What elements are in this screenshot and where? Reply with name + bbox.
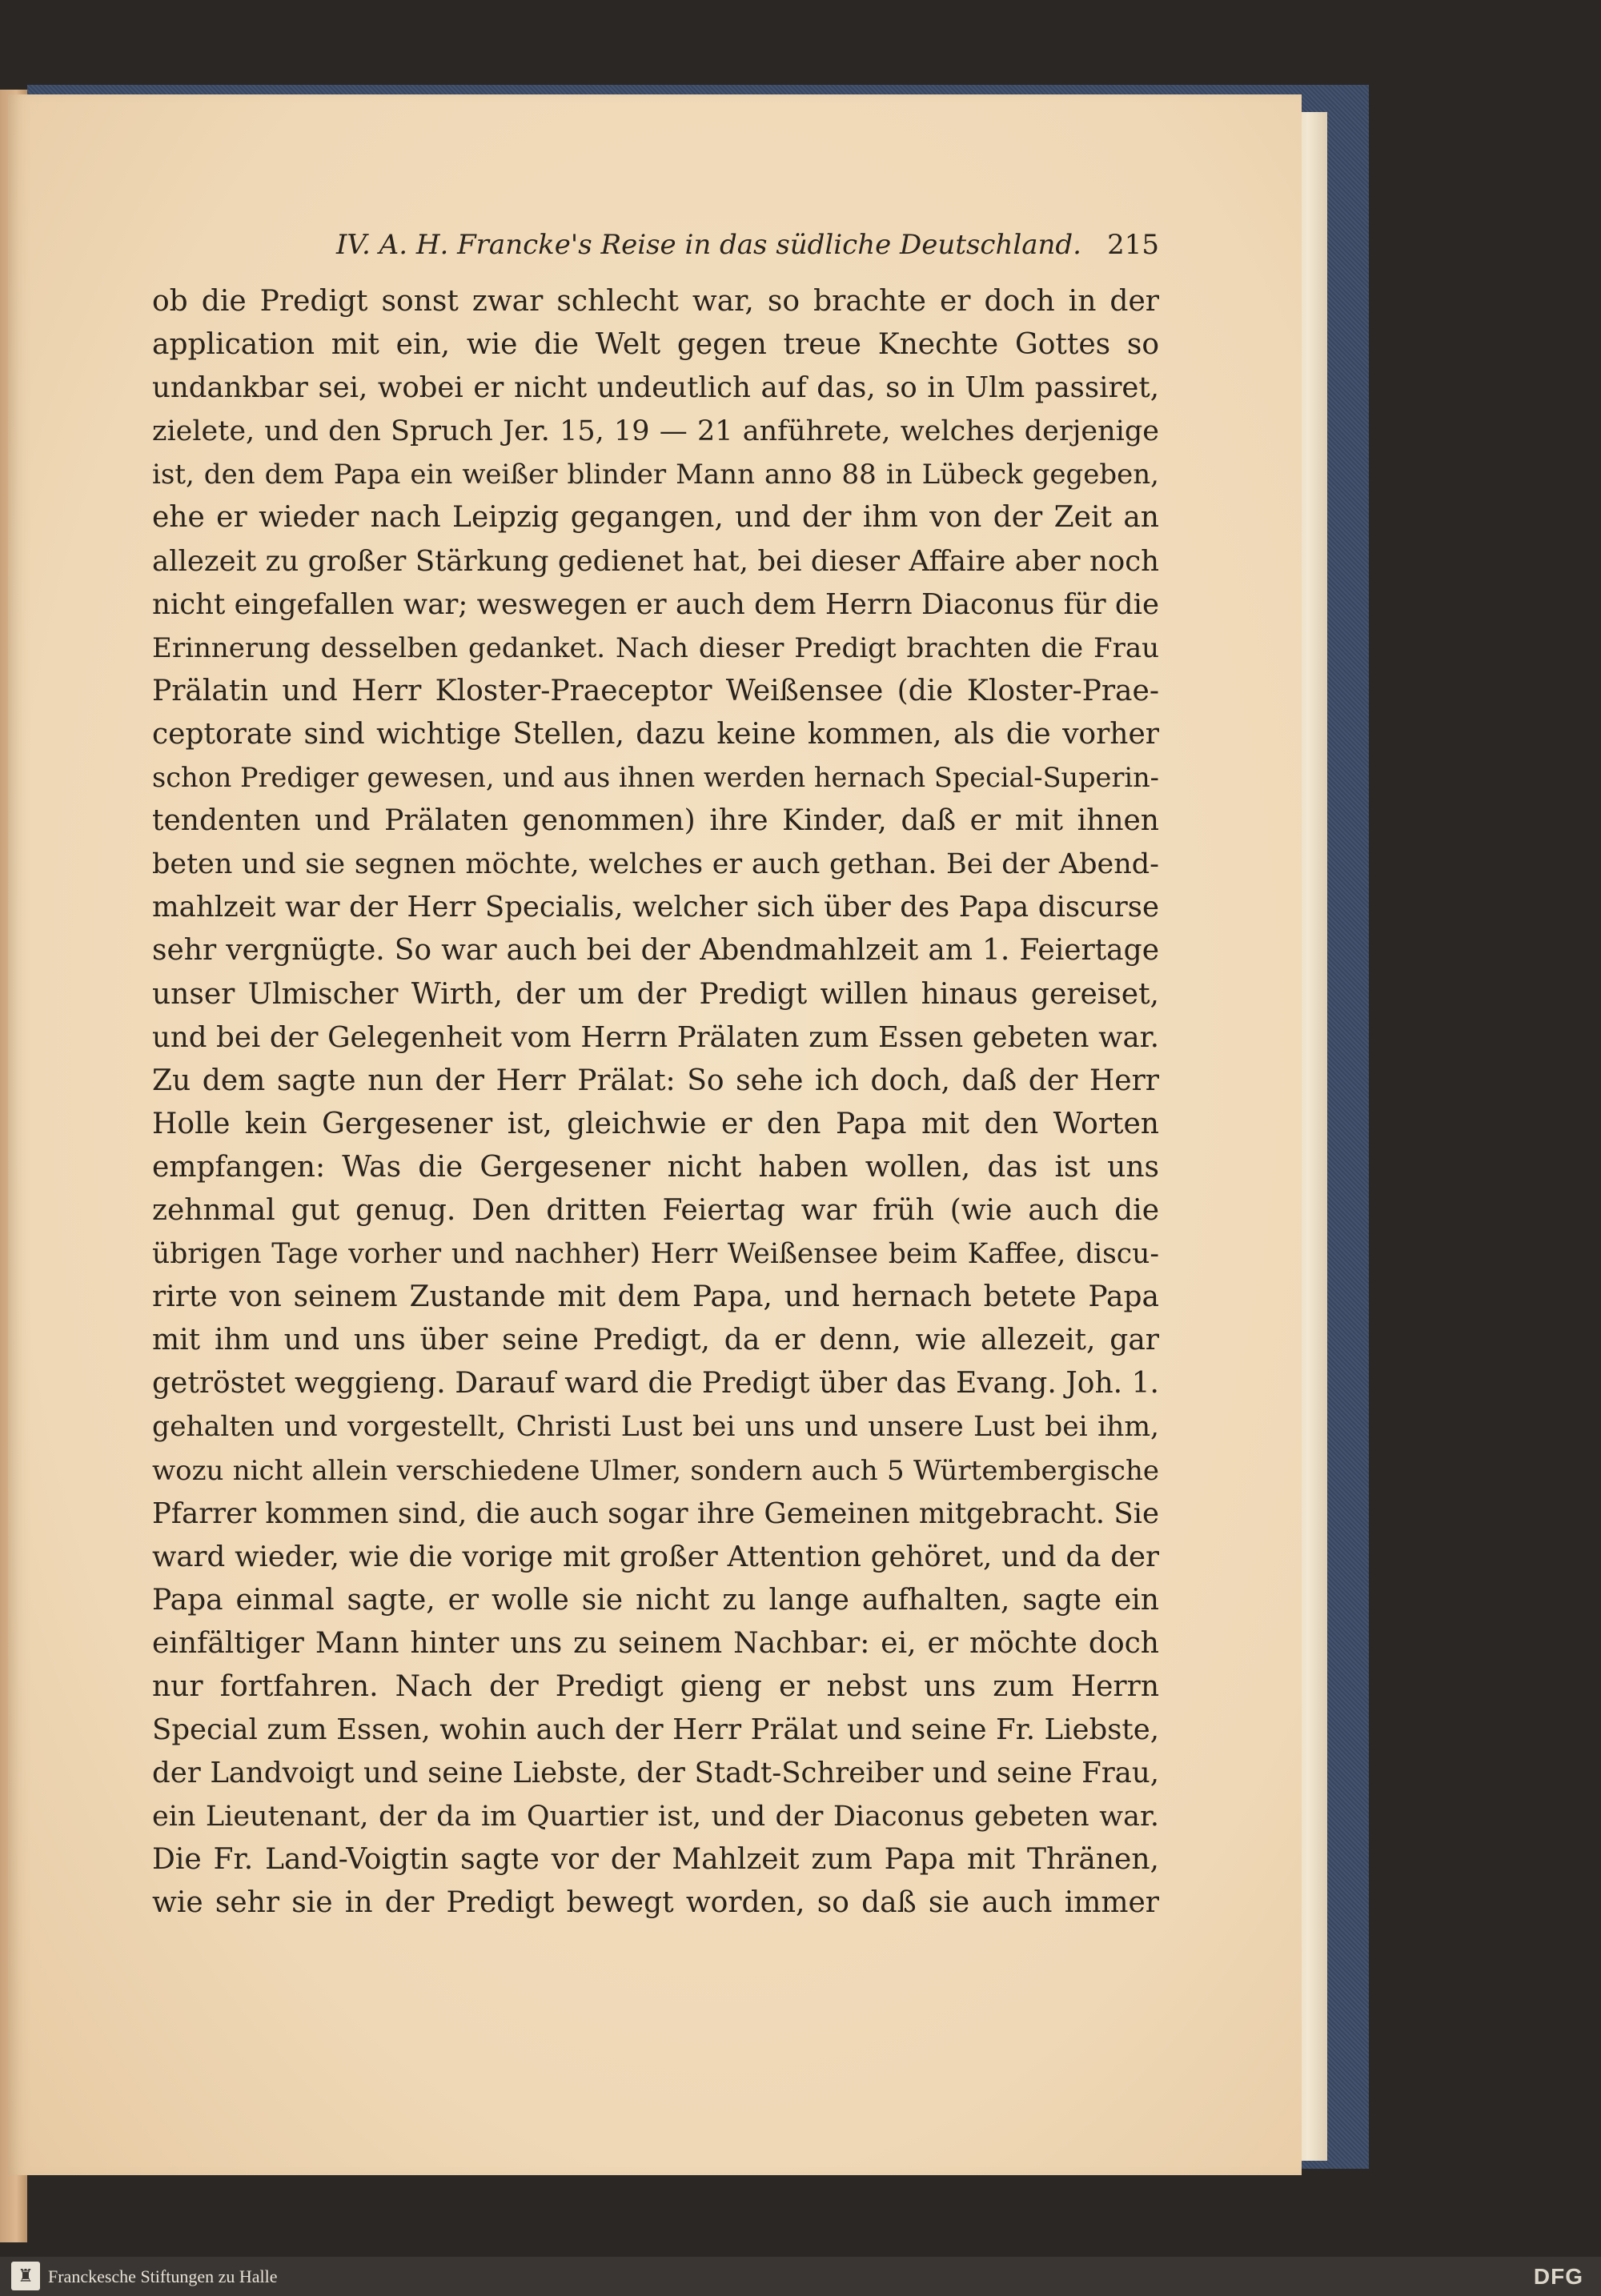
- text-line: nicht eingefallen war; weswegen er auch dem Herrn Diaconus für die: [152, 587, 1159, 621]
- text-line: getröstet weggieng. Darauf ward die Predigt über das Evang. Joh. 1.: [152, 1367, 1159, 1400]
- text-line: ehe er wieder nach Leipzig gegangen, und der ihm von der Zeit an: [152, 501, 1159, 535]
- text-line: Zu dem sagte nun der Herr Prälat: So sehe ich doch, daß der Herr: [152, 1064, 1159, 1097]
- body-text: [152, 280, 1159, 1925]
- text-line: der Landvoigt und seine Liebste, der Stadt-Schreiber und seine Frau,: [152, 1757, 1159, 1790]
- text-line: zielete, und den Spruch Jer. 15, 19 — 21 anführete, welches derjenige: [152, 415, 1159, 448]
- text-line: allezeit zu großer Stärkung gedienet hat, bei dieser Affaire aber noch: [152, 544, 1159, 578]
- text-line: ein Lieutenant, der da im Quartier ist, und der Diaconus gebeten war.: [152, 1801, 1159, 1833]
- text-line: sehr vergnügte. So war auch bei der Abendmahlzeit am 1. Feiertage: [152, 934, 1159, 968]
- text-line: Die Fr. Land-Voigtin sagte vor der Mahlzeit zum Papa mit Thränen,: [152, 1843, 1159, 1877]
- viewer-footer-bar: [0, 2257, 1601, 2296]
- text-line: ward wieder, wie die vorige mit großer Attention gehöret, und da der: [152, 1540, 1159, 1573]
- text-line: Pfarrer kommen sind, die auch sogar ihre Gemeinen mitgebracht. Sie: [152, 1497, 1159, 1530]
- running-head-title: IV. A. H. Francke's Reise in das südliche Deutschland.: [336, 229, 1081, 261]
- book-page: [8, 94, 1302, 2175]
- funder-logo: DFG: [1533, 2264, 1583, 2289]
- text-line: beten und sie segnen möchte, welches er auch gethan. Bei der Abend-: [152, 848, 1159, 881]
- text-line: rirte von seinem Zustande mit dem Papa, und hernach betete Papa: [152, 1280, 1159, 1314]
- text-line: Papa einmal sagte, er wolle sie nicht zu lange aufhalten, sagte ein: [152, 1583, 1159, 1617]
- text-line: und bei der Gelegenheit vom Herrn Prälaten zum Essen gebeten war.: [152, 1020, 1159, 1054]
- text-line: Holle kein Gergesener ist, gleichwie er den Papa mit den Worten: [152, 1107, 1159, 1140]
- institution-logo-icon: ♜: [11, 2262, 40, 2290]
- text-line: application mit ein, wie die Welt gegen treue Knechte Gottes so: [152, 328, 1159, 362]
- text-line: tendenten und Prälaten genommen) ihre Kinder, daß er mit ihnen: [152, 804, 1159, 838]
- text-line: wozu nicht allein verschiedene Ulmer, sondern auch 5 Würtembergische: [152, 1454, 1159, 1487]
- text-line: zehnmal gut genug. Den dritten Feiertag war früh (wie auch die: [152, 1193, 1159, 1227]
- text-line: einfältiger Mann hinter uns zu seinem Nachbar: ei, er möchte doch: [152, 1626, 1159, 1660]
- text-line: Special zum Essen, wohin auch der Herr Prälat und seine Fr. Liebste,: [152, 1713, 1159, 1747]
- running-head: [152, 221, 1159, 269]
- text-line: schon Prediger gewesen, und aus ihnen werden hernach Special-Superin-: [152, 762, 1159, 794]
- page-number: 215: [1107, 229, 1159, 261]
- text-line: gehalten und vorgestellt, Christi Lust bei uns und unsere Lust bei ihm,: [152, 1411, 1159, 1444]
- text-line: wie sehr sie in der Predigt bewegt worden, so daß sie auch immer: [152, 1886, 1159, 1920]
- text-line: Erinnerung desselben gedanket. Nach dieser Predigt brachten die Frau: [152, 631, 1159, 664]
- text-line: ob die Predigt sonst zwar schlecht war, so brachte er doch in der: [152, 285, 1159, 318]
- text-line: empfangen: Was die Gergesener nicht haben wollen, das ist uns: [152, 1150, 1159, 1184]
- text-line: übrigen Tage vorher und nachher) Herr Weißensee beim Kaffee, discu-: [152, 1238, 1159, 1271]
- text-line: undankbar sei, wobei er nicht undeutlich auf das, so in Ulm passiret,: [152, 371, 1159, 405]
- text-line: ist, den dem Papa ein weißer blinder Mann anno 88 in Lübeck gegeben,: [152, 459, 1159, 491]
- institution-name: Franckesche Stiftungen zu Halle: [48, 2266, 278, 2286]
- text-line: ceptorate sind wichtige Stellen, dazu keine kommen, als die vorher: [152, 717, 1159, 751]
- text-line: unser Ulmischer Wirth, der um der Predigt willen hinaus gereiset,: [152, 977, 1159, 1011]
- page-content: [152, 221, 1159, 1925]
- text-line: Prälatin und Herr Kloster-Praeceptor Weißensee (die Kloster-Prae-: [152, 674, 1159, 707]
- text-line: mit ihm und uns über seine Predigt, da er denn, wie allezeit, gar: [152, 1324, 1159, 1357]
- text-line: mahlzeit war der Herr Specialis, welcher sich über des Papa discurse: [152, 891, 1159, 924]
- text-line: nur fortfahren. Nach der Predigt gieng er nebst uns zum Herrn: [152, 1670, 1159, 1703]
